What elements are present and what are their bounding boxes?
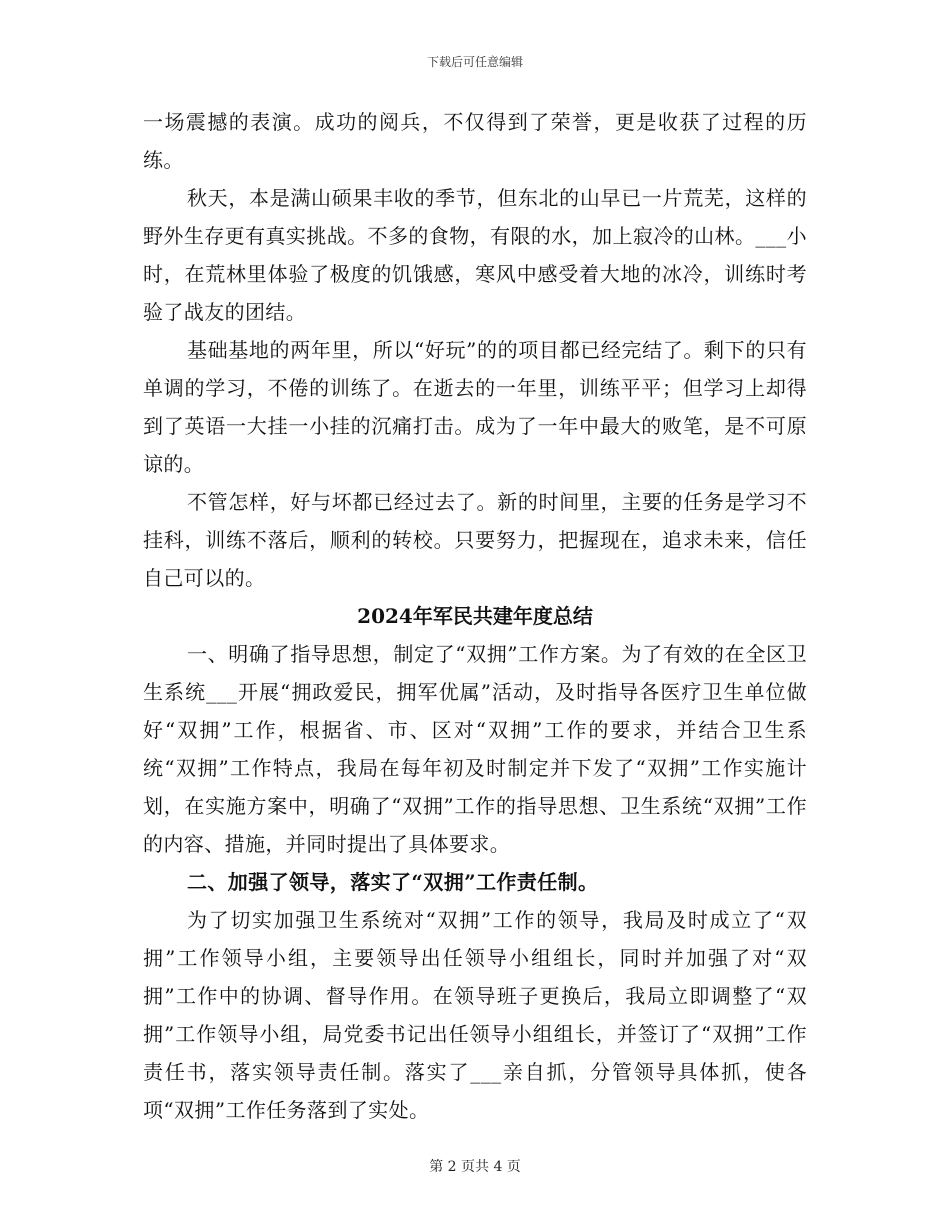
page-footer: 第 2 页共 4 页 xyxy=(429,1159,521,1175)
document-body xyxy=(143,103,807,1129)
paragraph-7: 为了切实加强卫生系统对“双拥”工作的领导，我局及时成立了“双拥”工作领导小组，主要领导出任领导小组组长，同时并加强了对“双拥”工作中的协调、督导作用。在领导班子更换后，我局立即调整了“双拥”工作领导小组，局党委书记出任领导小组组长，并签订了“双拥”工作责任书，落实领导责任制。落实了___亲自抓，分管领导具体抓，使各项“双拥”工作任务落到了实处。 xyxy=(143,908,807,1122)
paragraph-3: 基础基地的两年里，所以“好玩”的的项目都已经完结了。剩下的只有单调的学习，不倦的训练了。在逝去的一年里，训练平平；但学习上却得到了英语一大挂一小挂的沉痛打击。成为了一年中最大的败笔，是不可原谅的。 xyxy=(143,338,807,476)
section-subheading: 二、加强了领导，落实了“双拥”工作责任制。 xyxy=(187,870,599,894)
paragraph-1: 一场震撼的表演。成功的阅兵，不仅得到了荣誉，更是收获了过程的历练。 xyxy=(143,110,807,172)
paragraph-5: 一、明确了指导思想，制定了“双拥”工作方案。为了有效的在全区卫生系统___开展“拥政爱民，拥军优属”活动，及时指导各医疗卫生单位做好“双拥”工作，根据省、市、区对“双拥”工作的要求，并结合卫生系统“双拥”工作特点，我局在每年初及时制定并下发了“双拥”工作实施计划，在实施方案中，明确了“双拥”工作的指导思想、卫生系统“双拥”工作的内容、措施，并同时提出了具体要求。 xyxy=(143,642,807,856)
section-title: 2024年军民共建年度总结 xyxy=(357,604,593,628)
paragraph-2: 秋天，本是满山硕果丰收的季节，但东北的山早已一片荒芜，这样的野外生存更有真实挑战。不多的食物，有限的水，加上寂冷的山林。___小时，在荒林里体验了极度的饥饿感，寒风中感受着大地的冰冷，训练时考验了战友的团结。 xyxy=(143,186,807,324)
paragraph-4: 不管怎样，好与坏都已经过去了。新的时间里，主要的任务是学习不挂科，训练不落后，顺利的转校。只要努力，把握现在，追求未来，信任自己可以的。 xyxy=(143,490,807,590)
page-header: 下载后可任意编辑 xyxy=(426,55,523,69)
